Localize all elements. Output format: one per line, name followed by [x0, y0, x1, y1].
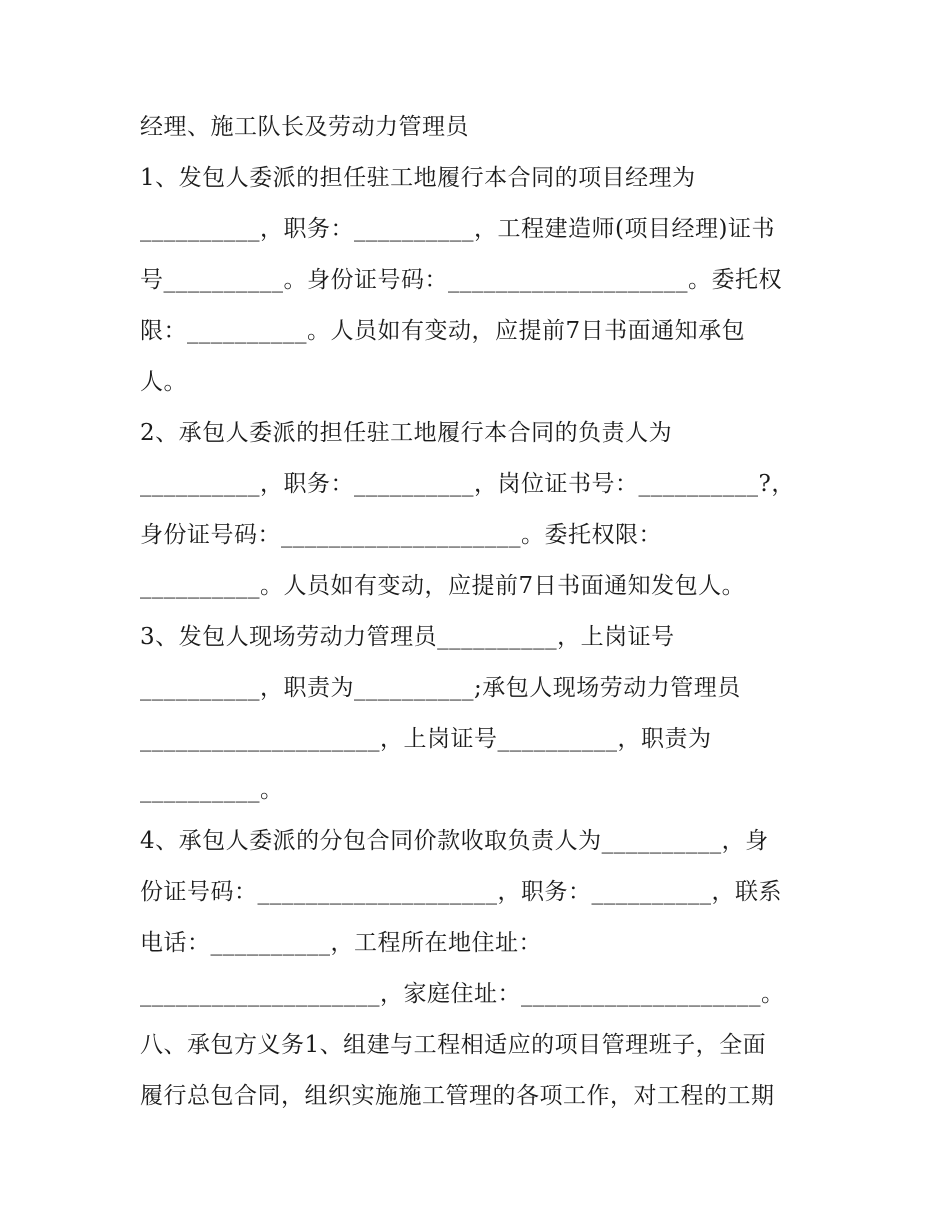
text-line: 号__________。身份证号码：____________________。委托权 [140, 267, 782, 293]
text-line-clause-2: 2、承包人委派的担任驻工地履行本合同的负责人为 [140, 420, 673, 446]
text-line: __________。 [140, 777, 284, 803]
text-line: 份证号码：____________________，职务：__________，联系 [140, 879, 782, 905]
text-line: 身份证号码：____________________。委托权限： [140, 522, 662, 548]
contract-text-body [140, 102, 820, 1122]
text-line-clause-1: 1、发包人委派的担任驻工地履行本合同的项目经理为 [140, 165, 696, 191]
text-line: ____________________，上岗证号__________，职责为 [140, 726, 712, 752]
text-line: __________。人员如有变动，应提前7日书面通知发包人。 [140, 573, 746, 599]
text-line-clause-4: 4、承包人委派的分包合同价款收取负责人为__________，身 [140, 828, 769, 854]
text-line: 限：__________。人员如有变动，应提前7日书面通知承包 [140, 318, 746, 344]
text-line: 履行总包合同，组织实施施工管理的各项工作，对工程的工期 [140, 1083, 775, 1109]
text-line: 人。 [140, 369, 187, 395]
text-line: 电话：__________，工程所在地住址： [140, 930, 542, 956]
text-line: __________，职务：__________，岗位证书号：__________?， [140, 471, 795, 497]
text-line: ____________________，家庭住址：____________________。 [140, 981, 785, 1007]
text-line-clause-3: 3、发包人现场劳动力管理员__________，上岗证号 [140, 624, 675, 650]
text-line-heading: 经理、施工队长及劳动力管理员 [140, 114, 469, 140]
text-line-section-8: 八、承包方义务1、组建与工程相适应的项目管理班子，全面 [140, 1032, 767, 1058]
text-line: __________，职务：__________，工程建造师(项目经理)证书 [140, 216, 775, 242]
text-line: __________，职责为__________;承包人现场劳动力管理员 [140, 675, 741, 701]
